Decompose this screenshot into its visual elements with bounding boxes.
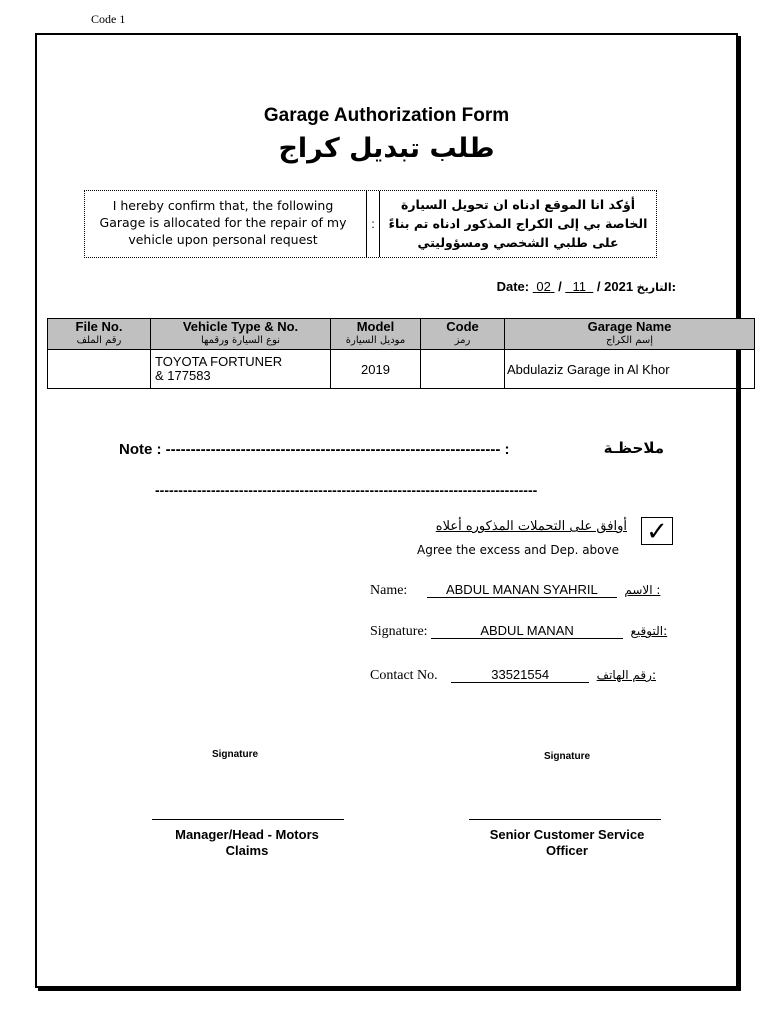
header-garage-name: Garage Name إسم الكراج [505,319,755,350]
note-label: Note : ------------------------------------------------------------------- : [119,441,510,458]
signature-field-row [370,623,667,640]
date-label-en: Date: [496,279,530,294]
agreement-checkbox[interactable] [641,517,673,545]
form-title-en: Garage Authorization Form [263,105,510,126]
date-day[interactable]: 02 [536,279,551,294]
name-label-ar: الاسم : [624,583,661,597]
role-line: Senior Customer Service [489,827,645,842]
vehicle-line: TOYOTA FORTUNER [155,354,283,369]
cell-code[interactable] [421,350,505,389]
contact-field-row [370,667,656,684]
header-vehicle: Vehicle Type & No. نوع السيارة ورقمها [151,319,331,350]
agreement-text-en: Agree the excess and Dep. above [417,543,620,557]
signature-label: Signature: [370,624,428,639]
confirmation-en [85,191,367,257]
agreement-text-ar: أوافق على التحملات المذكوره أعلاه [435,519,627,534]
confirmation-en-line: I hereby confirm that, the following [112,198,334,213]
header-model: Model موديل السيارة [331,319,421,350]
cell-model[interactable]: 2019 [331,350,421,389]
form-title-ar: طلب تبديل كراج [278,133,495,164]
role-line: Claims [225,843,269,858]
confirmation-ar-line: أؤكد انا الموقع ادناه ان تحويل السيارة [400,197,636,212]
vehicle-table [47,318,755,389]
contact-label-ar: رقم الهاتف: [596,668,656,682]
confirmation-ar-line: على طلبي الشخصي ومسؤوليتي [417,235,619,250]
table-row [48,350,755,389]
date-row: Date: 02 / 11 / 2021 التاريخ: [496,279,676,294]
confirmation-colon: : [367,191,380,257]
right-signature-role [457,827,677,859]
role-line: Officer [546,843,588,858]
left-signature-line[interactable] [152,819,344,820]
vehicle-line: & 177583 [155,368,211,383]
right-signature-line[interactable] [469,819,661,820]
confirmation-box [84,190,657,258]
header-code: Code رمز [421,319,505,350]
name-field-row [370,582,660,599]
confirmation-en-line: vehicle upon personal request [128,232,318,247]
cell-garage-name[interactable]: Abdulaziz Garage in Al Khor [505,350,755,389]
confirmation-ar-line: الخاصة بي إلى الكراج المذكور ادناه تم بناءً [388,216,648,231]
name-value[interactable]: ABDUL MANAN SYAHRIL [427,582,617,598]
role-line: Manager/Head - Motors [175,827,319,842]
contact-value[interactable]: 33521554 [451,667,589,683]
cell-file-no[interactable] [48,350,151,389]
confirmation-ar [380,191,656,257]
note-dash-line: ---------------------------------------------------------------------------------- [155,482,538,498]
date-year: 2021 [604,279,634,294]
check-icon: ✓ [646,516,668,546]
left-signature-role [132,827,362,859]
signature-value[interactable]: ABDUL MANAN [431,623,623,639]
note-label-ar: ملاحظـة [603,439,664,457]
date-month[interactable]: 11 [572,279,587,294]
date-label-ar: التاريخ: [636,281,676,294]
header-file-no: File No. رقم الملف [48,319,151,350]
form-page [35,33,738,988]
signature-label-ar: التوقيع: [630,624,668,638]
confirmation-en-line: Garage is allocated for the repair of my [99,215,347,230]
contact-label: Contact No. [370,668,438,683]
code-label: Code 1 [91,12,126,26]
left-signature-label: Signature [211,749,259,760]
cell-vehicle[interactable] [151,350,331,389]
table-header-row [48,319,755,350]
name-label: Name: [370,583,408,598]
right-signature-label: Signature [543,751,591,762]
